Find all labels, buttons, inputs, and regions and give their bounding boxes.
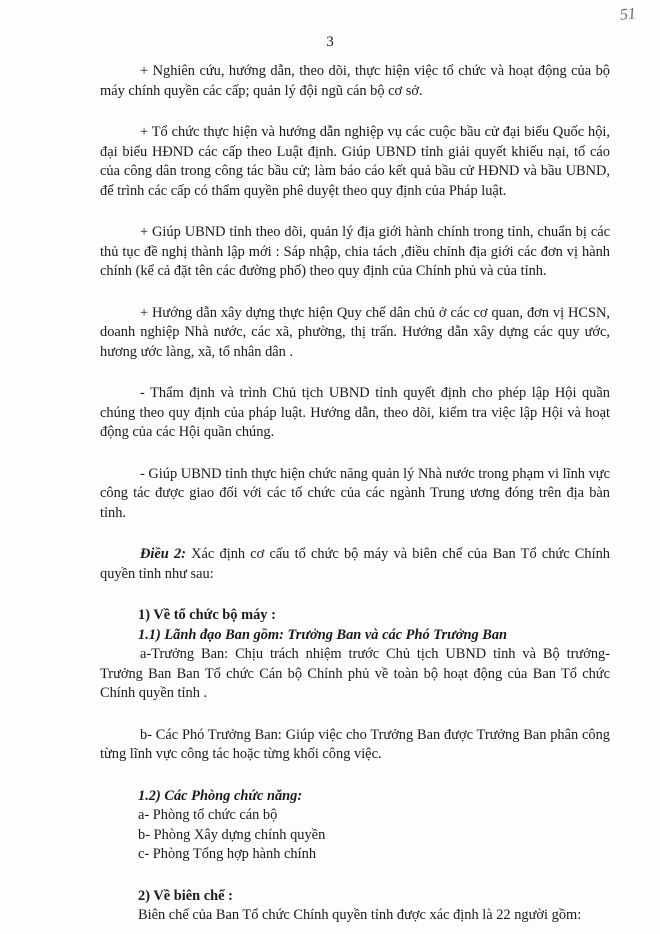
department-item: a- Phòng tổ chức cán bộ bbox=[138, 807, 278, 823]
article-2-paragraph bbox=[100, 545, 610, 584]
duty-paragraph: - Giúp UBND tỉnh thực hiện chức năng quản lý Nhà nước trong phạm vi lĩnh vực công tác được giao đối với các tổ chức của các ngành Trung ương đóng trên địa bàn tỉnh. bbox=[100, 465, 610, 521]
section-1-2-title: 1.2) Các Phòng chức năng: bbox=[138, 787, 303, 804]
section-2-title: 2) Về biên chế : bbox=[138, 887, 233, 904]
staffing-paragraph: Biên chế của Ban Tổ chức Chính quyền tỉnh được xác định là 22 người gồm: bbox=[138, 907, 582, 923]
duty-paragraph: + Nghiên cứu, hướng dẫn, theo dõi, thực hiện việc tổ chức và hoạt động của bộ máy chính quyền các cấp; quản lý đội ngũ cán bộ cơ sở. bbox=[100, 63, 610, 99]
duty-paragraph: + Tổ chức thực hiện và hướng dẫn nghiệp vụ các cuộc bầu cử đại biểu Quốc hội, đại biểu HĐND các cấp theo Luật định. Giúp UBND tỉnh giải quyết khiếu nại, tố cáo của công dân trong công tác bầu cử; làm báo cáo kết quả bầu cử HĐND và bầu UBND, để trình các cấp có thẩm quyền phê duyệt theo quy định của Pháp luật. bbox=[100, 124, 610, 199]
handwritten-page-mark: 51 bbox=[619, 5, 637, 24]
article-2-label: Điều 2: bbox=[140, 546, 186, 562]
duty-paragraph: - Thẩm định và trình Chủ tịch UBND tỉnh quyết định cho phép lập Hội quần chúng theo quy định của pháp luật. Hướng dẫn, theo dõi, kiểm tra việc lập Hội và hoạt động của các Hội quần chúng. bbox=[100, 385, 610, 440]
document-body bbox=[100, 62, 610, 926]
section-1-1-title: 1.1) Lãnh đạo Ban gồm: Trưởng Ban và các Phó Trưởng Ban bbox=[138, 626, 508, 643]
pho-truong-ban-paragraph: b- Các Phó Trưởng Ban: Giúp việc cho Trưởng Ban được Trưởng Ban phân công từng lĩnh vực công tác hoặc từng khối công việc. bbox=[100, 726, 610, 762]
duty-paragraph: + Hướng dẫn xây dựng thực hiện Quy chế dân chủ ở các cơ quan, đơn vị HCSN, doanh nghiệp Nhà nước, các xã, phường, thị trấn. Hướng dẫn xây dựng các quy ước, hương ước làng, xã, tổ nhân dân . bbox=[100, 304, 610, 360]
page-number: 3 bbox=[326, 34, 334, 50]
duty-paragraph: + Giúp UBND tỉnh theo dõi, quản lý địa giới hành chính trong tỉnh, chuẩn bị các thủ tục đề nghị thành lập mới : Sáp nhập, chia tách ,điều chỉnh địa giới các đơn vị hành chính (kể cả đặt tên các đường phố) theo quy định của Chính phủ và của tỉnh. bbox=[100, 224, 610, 279]
article-2-text: Xác định cơ cấu tổ chức bộ máy và biên chế của Ban Tổ chức Chính quyền tỉnh như sau: bbox=[100, 546, 610, 582]
department-item: b- Phòng Xây dựng chính quyền bbox=[138, 826, 326, 843]
truong-ban-paragraph: a-Trưởng Ban: Chịu trách nhiệm trước Chủ tịch UBND tỉnh và Bộ trưởng-Trưởng Ban Ban Tổ chức Cán bộ Chính phủ về toàn bộ hoạt động của Ban Tổ chức Chính quyền tỉnh . bbox=[100, 646, 610, 701]
department-item: c- Phòng Tổng hợp hành chính bbox=[138, 846, 317, 862]
section-1-title: 1) Về tổ chức bộ máy : bbox=[138, 607, 276, 623]
